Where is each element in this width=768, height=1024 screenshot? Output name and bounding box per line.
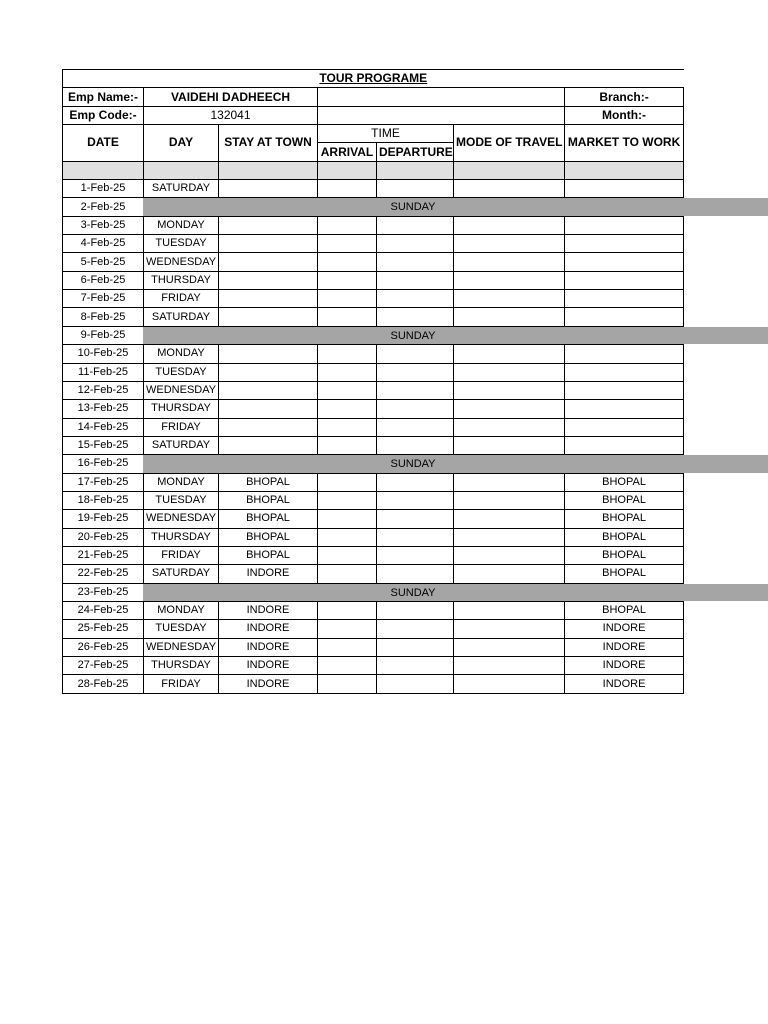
arrival-cell[interactable] bbox=[318, 235, 377, 253]
sunday-cell bbox=[144, 583, 684, 601]
sunday-label: SUNDAY bbox=[390, 458, 436, 471]
stay-cell[interactable]: BHOPAL bbox=[219, 473, 318, 491]
stay-cell[interactable]: INDORE bbox=[219, 657, 318, 675]
blank-cell bbox=[219, 161, 318, 179]
stay-cell[interactable] bbox=[219, 216, 318, 234]
mode-cell[interactable] bbox=[454, 491, 565, 509]
arrival-cell[interactable] bbox=[318, 620, 377, 638]
table-row bbox=[63, 216, 684, 234]
sheet-title: TOUR PROGRAME bbox=[63, 70, 684, 88]
market-cell[interactable] bbox=[565, 216, 684, 234]
market-cell[interactable] bbox=[565, 308, 684, 326]
table-row bbox=[63, 235, 684, 253]
sunday-row bbox=[63, 198, 684, 216]
mode-cell[interactable] bbox=[454, 308, 565, 326]
day-cell: FRIDAY bbox=[144, 546, 219, 564]
departure-cell[interactable] bbox=[377, 675, 454, 693]
stay-cell[interactable]: INDORE bbox=[219, 620, 318, 638]
arrival-cell[interactable] bbox=[318, 601, 377, 619]
arrival-cell[interactable] bbox=[318, 216, 377, 234]
mode-cell[interactable] bbox=[454, 253, 565, 271]
date-cell: 6-Feb-25 bbox=[63, 271, 144, 289]
table-row bbox=[63, 271, 684, 289]
arrival-cell[interactable] bbox=[318, 345, 377, 363]
market-cell[interactable] bbox=[565, 381, 684, 399]
day-cell: MONDAY bbox=[144, 601, 219, 619]
market-cell[interactable]: BHOPAL bbox=[565, 528, 684, 546]
day-cell: FRIDAY bbox=[144, 675, 219, 693]
departure-cell[interactable] bbox=[377, 510, 454, 528]
date-cell: 4-Feb-25 bbox=[63, 235, 144, 253]
market-cell[interactable]: BHOPAL bbox=[565, 601, 684, 619]
day-cell: THURSDAY bbox=[144, 657, 219, 675]
departure-cell[interactable] bbox=[377, 363, 454, 381]
date-cell: 18-Feb-25 bbox=[63, 491, 144, 509]
day-cell: MONDAY bbox=[144, 216, 219, 234]
stay-cell[interactable] bbox=[219, 180, 318, 198]
market-cell[interactable]: BHOPAL bbox=[565, 510, 684, 528]
market-cell[interactable]: INDORE bbox=[565, 638, 684, 656]
mode-cell[interactable] bbox=[454, 418, 565, 436]
table-row bbox=[63, 657, 684, 675]
market-cell[interactable] bbox=[565, 363, 684, 381]
stay-cell[interactable] bbox=[219, 418, 318, 436]
month-label: Month:- bbox=[565, 106, 684, 124]
departure-cell[interactable] bbox=[377, 253, 454, 271]
day-cell: FRIDAY bbox=[144, 290, 219, 308]
sunday-label: SUNDAY bbox=[390, 586, 436, 599]
market-cell[interactable] bbox=[565, 345, 684, 363]
stay-cell[interactable] bbox=[219, 271, 318, 289]
sunday-cell bbox=[144, 326, 684, 344]
arrival-cell[interactable] bbox=[318, 638, 377, 656]
sunday-label: SUNDAY bbox=[390, 201, 436, 214]
market-cell[interactable] bbox=[565, 180, 684, 198]
day-cell: WEDNESDAY bbox=[144, 510, 219, 528]
date-cell: 14-Feb-25 bbox=[63, 418, 144, 436]
table-row bbox=[63, 510, 684, 528]
blank-cell bbox=[454, 161, 565, 179]
stay-cell[interactable]: INDORE bbox=[219, 675, 318, 693]
mode-cell[interactable] bbox=[454, 657, 565, 675]
mode-cell[interactable] bbox=[454, 271, 565, 289]
date-cell: 7-Feb-25 bbox=[63, 290, 144, 308]
mode-cell[interactable] bbox=[454, 565, 565, 583]
arrival-cell[interactable] bbox=[318, 491, 377, 509]
market-cell[interactable]: BHOPAL bbox=[565, 546, 684, 564]
table-row bbox=[63, 253, 684, 271]
table-row bbox=[63, 473, 684, 491]
col-day-header: DAY bbox=[144, 125, 219, 162]
market-cell[interactable]: INDORE bbox=[565, 620, 684, 638]
stay-cell[interactable] bbox=[219, 235, 318, 253]
stay-cell[interactable]: BHOPAL bbox=[219, 528, 318, 546]
mode-cell[interactable] bbox=[454, 290, 565, 308]
branch-label: Branch:- bbox=[565, 88, 684, 106]
blank-cell bbox=[318, 161, 377, 179]
stay-cell[interactable] bbox=[219, 253, 318, 271]
table-row bbox=[63, 601, 684, 619]
date-cell: 26-Feb-25 bbox=[63, 638, 144, 656]
day-cell: THURSDAY bbox=[144, 271, 219, 289]
stay-cell[interactable] bbox=[219, 345, 318, 363]
day-cell: SATURDAY bbox=[144, 565, 219, 583]
sunday-row bbox=[63, 326, 684, 344]
col-arrival-header: ARRIVAL bbox=[318, 143, 377, 161]
departure-cell[interactable] bbox=[377, 308, 454, 326]
blank-cell bbox=[63, 161, 144, 179]
arrival-cell[interactable] bbox=[318, 510, 377, 528]
date-cell: 22-Feb-25 bbox=[63, 565, 144, 583]
stay-cell[interactable] bbox=[219, 436, 318, 454]
sunday-row bbox=[63, 455, 684, 473]
day-cell: TUESDAY bbox=[144, 620, 219, 638]
sunday-row bbox=[63, 583, 684, 601]
date-cell: 25-Feb-25 bbox=[63, 620, 144, 638]
col-market-header: MARKET TO WORK bbox=[565, 125, 684, 162]
arrival-cell[interactable] bbox=[318, 675, 377, 693]
table-row bbox=[63, 436, 684, 454]
market-cell[interactable] bbox=[565, 436, 684, 454]
table-row bbox=[63, 565, 684, 583]
day-cell: SATURDAY bbox=[144, 180, 219, 198]
mode-cell[interactable] bbox=[454, 436, 565, 454]
arrival-cell[interactable] bbox=[318, 400, 377, 418]
departure-cell[interactable] bbox=[377, 345, 454, 363]
mode-cell[interactable] bbox=[454, 400, 565, 418]
departure-cell[interactable] bbox=[377, 271, 454, 289]
col-departure-header: DEPARTURE bbox=[377, 143, 454, 161]
departure-cell[interactable] bbox=[377, 436, 454, 454]
mode-cell[interactable] bbox=[454, 235, 565, 253]
market-cell[interactable] bbox=[565, 290, 684, 308]
departure-cell[interactable] bbox=[377, 290, 454, 308]
departure-cell[interactable] bbox=[377, 565, 454, 583]
date-cell: 1-Feb-25 bbox=[63, 180, 144, 198]
arrival-cell[interactable] bbox=[318, 308, 377, 326]
departure-cell[interactable] bbox=[377, 473, 454, 491]
table-row bbox=[63, 546, 684, 564]
arrival-cell[interactable] bbox=[318, 253, 377, 271]
market-cell[interactable]: BHOPAL bbox=[565, 565, 684, 583]
stay-cell[interactable] bbox=[219, 308, 318, 326]
day-cell: TUESDAY bbox=[144, 235, 219, 253]
date-cell: 5-Feb-25 bbox=[63, 253, 144, 271]
departure-cell[interactable] bbox=[377, 381, 454, 399]
date-cell: 23-Feb-25 bbox=[63, 583, 144, 601]
emp-name-value[interactable]: VAIDEHI DADHEECH bbox=[144, 88, 318, 106]
departure-cell[interactable] bbox=[377, 180, 454, 198]
departure-cell[interactable] bbox=[377, 400, 454, 418]
arrival-cell[interactable] bbox=[318, 363, 377, 381]
departure-cell[interactable] bbox=[377, 620, 454, 638]
col-date-header: DATE bbox=[63, 125, 144, 162]
tour-program-table bbox=[62, 69, 684, 694]
departure-cell[interactable] bbox=[377, 235, 454, 253]
market-cell[interactable] bbox=[565, 400, 684, 418]
arrival-cell[interactable] bbox=[318, 271, 377, 289]
date-cell: 20-Feb-25 bbox=[63, 528, 144, 546]
date-cell: 19-Feb-25 bbox=[63, 510, 144, 528]
date-cell: 27-Feb-25 bbox=[63, 657, 144, 675]
mode-cell[interactable] bbox=[454, 546, 565, 564]
table-row bbox=[63, 675, 684, 693]
mode-cell[interactable] bbox=[454, 345, 565, 363]
table-row bbox=[63, 363, 684, 381]
day-cell: THURSDAY bbox=[144, 400, 219, 418]
mode-cell[interactable] bbox=[454, 675, 565, 693]
mode-cell[interactable] bbox=[454, 473, 565, 491]
date-cell: 3-Feb-25 bbox=[63, 216, 144, 234]
departure-cell[interactable] bbox=[377, 528, 454, 546]
day-cell: MONDAY bbox=[144, 345, 219, 363]
emp-code-label: Emp Code:- bbox=[63, 106, 144, 124]
market-cell[interactable] bbox=[565, 235, 684, 253]
date-cell: 11-Feb-25 bbox=[63, 363, 144, 381]
day-cell: SATURDAY bbox=[144, 436, 219, 454]
day-cell: THURSDAY bbox=[144, 528, 219, 546]
stay-cell[interactable] bbox=[219, 381, 318, 399]
table-row bbox=[63, 381, 684, 399]
arrival-cell[interactable] bbox=[318, 657, 377, 675]
table-row bbox=[63, 180, 684, 198]
day-cell: TUESDAY bbox=[144, 363, 219, 381]
market-cell[interactable] bbox=[565, 253, 684, 271]
stay-cell[interactable]: INDORE bbox=[219, 638, 318, 656]
stay-cell[interactable]: INDORE bbox=[219, 565, 318, 583]
mode-cell[interactable] bbox=[454, 381, 565, 399]
emp-code-blank[interactable] bbox=[318, 106, 565, 124]
date-cell: 24-Feb-25 bbox=[63, 601, 144, 619]
sunday-cell bbox=[144, 198, 684, 216]
date-cell: 2-Feb-25 bbox=[63, 198, 144, 216]
mode-cell[interactable] bbox=[454, 363, 565, 381]
emp-code-value[interactable]: 132041 bbox=[144, 106, 318, 124]
stay-cell[interactable] bbox=[219, 363, 318, 381]
table-row bbox=[63, 418, 684, 436]
emp-name-label: Emp Name:- bbox=[63, 88, 144, 106]
departure-cell[interactable] bbox=[377, 546, 454, 564]
arrival-cell[interactable] bbox=[318, 528, 377, 546]
departure-cell[interactable] bbox=[377, 491, 454, 509]
date-cell: 17-Feb-25 bbox=[63, 473, 144, 491]
table-row bbox=[63, 345, 684, 363]
day-cell: FRIDAY bbox=[144, 418, 219, 436]
emp-name-blank[interactable] bbox=[318, 88, 565, 106]
day-cell: WEDNESDAY bbox=[144, 381, 219, 399]
market-cell[interactable]: BHOPAL bbox=[565, 473, 684, 491]
date-cell: 15-Feb-25 bbox=[63, 436, 144, 454]
date-cell: 21-Feb-25 bbox=[63, 546, 144, 564]
arrival-cell[interactable] bbox=[318, 381, 377, 399]
mode-cell[interactable] bbox=[454, 216, 565, 234]
blank-cell bbox=[144, 161, 219, 179]
arrival-cell[interactable] bbox=[318, 290, 377, 308]
day-cell: WEDNESDAY bbox=[144, 253, 219, 271]
market-cell[interactable] bbox=[565, 418, 684, 436]
mode-cell[interactable] bbox=[454, 528, 565, 546]
date-cell: 10-Feb-25 bbox=[63, 345, 144, 363]
arrival-cell[interactable] bbox=[318, 180, 377, 198]
mode-cell[interactable] bbox=[454, 638, 565, 656]
date-cell: 16-Feb-25 bbox=[63, 455, 144, 473]
market-cell[interactable]: BHOPAL bbox=[565, 491, 684, 509]
sunday-cell bbox=[144, 455, 684, 473]
stay-cell[interactable]: BHOPAL bbox=[219, 491, 318, 509]
col-time-header: TIME bbox=[318, 125, 454, 143]
day-cell: TUESDAY bbox=[144, 491, 219, 509]
mode-cell[interactable] bbox=[454, 620, 565, 638]
market-cell[interactable]: INDORE bbox=[565, 657, 684, 675]
departure-cell[interactable] bbox=[377, 216, 454, 234]
departure-cell[interactable] bbox=[377, 601, 454, 619]
date-cell: 12-Feb-25 bbox=[63, 381, 144, 399]
mode-cell[interactable] bbox=[454, 180, 565, 198]
day-cell: MONDAY bbox=[144, 473, 219, 491]
arrival-cell[interactable] bbox=[318, 436, 377, 454]
table-row bbox=[63, 528, 684, 546]
date-cell: 13-Feb-25 bbox=[63, 400, 144, 418]
date-cell: 9-Feb-25 bbox=[63, 326, 144, 344]
date-cell: 28-Feb-25 bbox=[63, 675, 144, 693]
stay-cell[interactable]: INDORE bbox=[219, 601, 318, 619]
market-cell[interactable]: INDORE bbox=[565, 675, 684, 693]
arrival-cell[interactable] bbox=[318, 546, 377, 564]
blank-cell bbox=[565, 161, 684, 179]
table-row bbox=[63, 620, 684, 638]
day-cell: SATURDAY bbox=[144, 308, 219, 326]
table-row bbox=[63, 308, 684, 326]
stay-cell[interactable] bbox=[219, 290, 318, 308]
arrival-cell[interactable] bbox=[318, 418, 377, 436]
arrival-cell[interactable] bbox=[318, 473, 377, 491]
col-mode-header: MODE OF TRAVEL bbox=[454, 125, 565, 162]
arrival-cell[interactable] bbox=[318, 565, 377, 583]
sunday-label: SUNDAY bbox=[390, 329, 436, 342]
date-cell: 8-Feb-25 bbox=[63, 308, 144, 326]
market-cell[interactable] bbox=[565, 271, 684, 289]
table-row bbox=[63, 638, 684, 656]
blank-cell bbox=[377, 161, 454, 179]
departure-cell[interactable] bbox=[377, 418, 454, 436]
table-row bbox=[63, 400, 684, 418]
departure-cell[interactable] bbox=[377, 657, 454, 675]
mode-cell[interactable] bbox=[454, 601, 565, 619]
table-row bbox=[63, 290, 684, 308]
mode-cell[interactable] bbox=[454, 510, 565, 528]
departure-cell[interactable] bbox=[377, 638, 454, 656]
col-stay-header: STAY AT TOWN bbox=[219, 125, 318, 162]
stay-cell[interactable] bbox=[219, 400, 318, 418]
stay-cell[interactable]: BHOPAL bbox=[219, 546, 318, 564]
day-cell: WEDNESDAY bbox=[144, 638, 219, 656]
table-row bbox=[63, 491, 684, 509]
stay-cell[interactable]: BHOPAL bbox=[219, 510, 318, 528]
